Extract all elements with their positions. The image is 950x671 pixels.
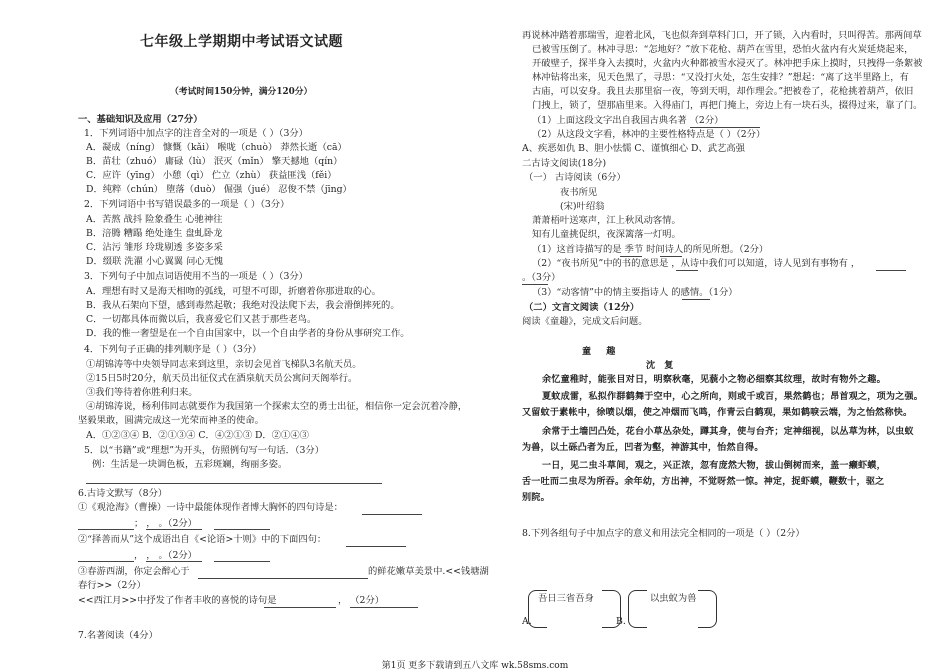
poem-q1: （1）这首诗描写的是 季节 时间诗人的所见所想。（2分） xyxy=(532,244,769,255)
q1-option-c: C．应许（yīng） 小憩（qì） 伫立（zhù） 获益匪浅（fěi） xyxy=(86,170,337,181)
q6-2-blank-d xyxy=(214,561,270,562)
subsection-poem: （一） 古诗阅读（6分） xyxy=(524,172,626,183)
q6-2-blank-a xyxy=(346,546,406,547)
q3-option-c: C．一切都具体而微以后，我喜爱它们又甚于那些老鸟。 xyxy=(86,314,317,325)
essay-para-2b: 又留蚊于素帐中，徐喷以烟，使之冲烟而飞鸣，作青云白鹤观，果如鹤唳云端，为之怡然称快。 xyxy=(522,407,913,418)
q4-sentence-4: ④胡锦涛说，杨利伟同志就要作为我国第一个探索太空的勇士出征，相信你一定会沉着冷静， xyxy=(86,401,468,412)
q4-sentence-2: ②15日5时20分，航天员出征仪式在酒泉航天员公寓问天阁举行。 xyxy=(86,373,358,384)
q2-option-a: A．苦熬 战抖 险象叠生 心驰神往 xyxy=(86,214,223,225)
q6-item-2: ②“择善而从”这个成语出自《<论语>十则》中的下面四句： xyxy=(78,534,327,545)
q6-item-3-end: 春行>>（2分） xyxy=(78,580,146,591)
poem-q1-blank-b xyxy=(660,256,682,257)
q5-example: 例：生活是一块调色板，五彩斑斓，绚丽多姿。 xyxy=(92,459,288,470)
essay-para-3b: 为兽，以土砾凸者为丘，凹者为壑，神游其中，怡然自得。 xyxy=(522,442,764,453)
q4-sentence-4-cont: 坚毅果敢，圆满完成这一光荣而神圣的使命。 xyxy=(78,415,264,426)
reading-q2-options: A、疾恶如仇 B、胆小怯懦 C、谨慎细心 D、武艺高强 xyxy=(522,143,745,154)
question-8: 8.下列各组句子中加点字的意义和用法完全相同的一项是（ ）（2分） xyxy=(522,528,805,539)
section-poetry-reading: 二古诗文阅读(18分) xyxy=(522,158,607,169)
q6-item-1-cont: ； ， 。（2分） xyxy=(134,518,197,529)
classical-intro: 阅读《童趣》，完成文后问题。 xyxy=(522,316,648,327)
q6-4-blank-b xyxy=(350,607,418,608)
question-5: 5．以“书籍”或“理想”为开头，仿照例句写一句话．（3分） xyxy=(84,445,325,456)
poem-q2-blank-a xyxy=(676,270,698,271)
q4-options: A．①②③④ B．②①③④ C．④②①③ D．②①④③ xyxy=(86,430,309,441)
passage-line-2: 已被雪压倒了。林冲寻思：“怎地好？”放下花枪、葫芦在雪里，恐怕火盆内有火炭延烧起来， xyxy=(532,44,914,55)
q6-1-blank-a xyxy=(362,514,422,515)
q2-option-d: D．缀联 洗濯 小心翼翼 问心无愧 xyxy=(86,256,224,267)
section-basic-knowledge: 一、基础知识及应用（27分） xyxy=(78,114,203,125)
poem-author: (宋)叶绍翁 xyxy=(560,201,605,212)
poem-line-2: 知有儿童挑促织，夜深篱落一灯明。 xyxy=(532,229,681,240)
q8-option-b-label: B. xyxy=(616,616,626,627)
poem-title: 夜书所见 xyxy=(560,187,598,198)
q6-item-4: <<西江月>>中抒发了作者丰收的喜悦的诗句是 xyxy=(78,595,277,606)
q3-option-b: B．我从石架向下望，感到毒然起敬；我绝对没法爬下去，我会滑倒摔死的。 xyxy=(86,300,400,311)
q8-row-1: 吾日三省吾身 xyxy=(538,593,594,604)
question-6: 6.古诗文默写（8分） xyxy=(78,488,168,499)
reading-q1: （1）上面这段文字出自我国古典名著 （2分） xyxy=(532,115,724,126)
poem-q2-cont: 。（3分） xyxy=(522,272,561,283)
q8-bracket-b-left xyxy=(628,590,647,628)
q6-1-blank-d xyxy=(214,529,270,530)
essay-para-3: 余常于土墙凹凸处，花台小草丛杂处，蹲其身，使与台齐；定神细视，以丛草为林，以虫蚁 xyxy=(542,426,914,437)
question-3: 3．下列句子中加点词语使用不当的一项是（ ）（3分） xyxy=(84,271,308,282)
q6-1-blank-c xyxy=(146,529,202,530)
question-1: 1．下列词语中加点字的注音全对的一项是（ ）（3分） xyxy=(84,128,308,139)
passage-line-5: 古庙，可以安身。我且去那里宿一夜，等到天明，却作理会。”把被卷了，花枪挑着葫芦，依旧 xyxy=(532,86,914,97)
q6-2-blank-c xyxy=(146,561,202,562)
q1-option-d: D．纯粹（chún） 堕落（duò） 倔强（jué） 忍俊不禁（jīng） xyxy=(86,184,352,195)
q2-option-c: C．沾污 雏形 玲珑剔透 多姿多采 xyxy=(86,242,223,253)
q6-item-1: ①《观沧海》（曹操）一诗中最能体现作者博大胸怀的四句诗是： xyxy=(78,502,343,513)
essay-title: 童 趣 xyxy=(582,346,622,357)
q6-item-4-cont: ， （2分） xyxy=(338,595,385,606)
q4-sentence-1: ①胡锦涛等中央领导同志来到这里，亲切会见首飞梯队3名航天员。 xyxy=(86,359,362,370)
passage-line-4: 林冲钻将出来，见天色黑了，寻思：“又没打火处，怎生安排？”想起：“离了这半里路上，有 xyxy=(532,72,909,83)
question-2: 2．下列词语中书写错误最多的一项是（ ）（3分） xyxy=(84,199,290,210)
essay-para-4c: 别院。 xyxy=(522,492,550,503)
q3-option-d: D．我的惟一奢望是在一个自由国家中，以一个自由学者的身份从事研究工作。 xyxy=(86,328,410,339)
q6-2-blank-b xyxy=(78,561,134,562)
q6-item-3-cont: 的鲜花嫩草美景中.<<钱塘湖 xyxy=(368,566,489,577)
essay-para-1: 余忆童稚时，能张目对日，明察秋毫，见藐小之物必细察其纹理，故时有物外之趣。 xyxy=(542,374,886,385)
exam-info: （考试时间150分钟，满分120分） xyxy=(170,87,313,97)
q6-3-blank xyxy=(198,578,368,579)
essay-para-4: 一日，见二虫斗草间，观之，兴正浓，忽有庞然大物，拔山倒树而来，盖一癞虾蟆， xyxy=(542,460,886,471)
reading-q1-blank xyxy=(690,127,760,128)
passage-line-6: 门拽上，锁了，望那庙里来。入得庙门，再把门掩上，旁边上有一块石头，掇得过来，靠了门。 xyxy=(532,100,923,111)
q6-1-blank-b xyxy=(78,529,134,530)
q8-option-a-label: A. xyxy=(522,616,532,627)
passage-line-1: 再说林冲踏着那瑞雪，迎着北风，飞也似奔到草料门口，开了锁，入内看时，只叫得苦。那两间草 xyxy=(522,30,922,41)
poem-q1-blank-a xyxy=(620,256,642,257)
essay-para-4b: 舌一吐而二虫尽为所吞。余年幼，方出神，不觉呀然一惊。神定，捉虾蟆，鞭数十，驱之 xyxy=(522,476,885,487)
question-7: 7.名著阅读（4分） xyxy=(78,630,158,641)
poem-q2-blank-c xyxy=(522,284,548,285)
poem-q2: （2）“夜书所见”中的书的意思是 ，从诗中我们可以知道，诗人见到有事物有 ， xyxy=(532,258,861,269)
q6-item-3: ③春游西湖，你定会醉心于 xyxy=(78,566,190,577)
poem-q3: （3）“动客情”中的情主要指诗人 的感情。（1分） xyxy=(532,287,738,298)
page-footer: 第1页 更多下载请到五八文库 wk.58sms.com xyxy=(381,661,569,671)
poem-q3-blank xyxy=(682,299,710,300)
q3-option-a: A．理想有时又是海天相吻的弧线，可望不可即，折磨着你那进取的心。 xyxy=(86,286,381,297)
essay-para-2: 夏蚊成雷，私拟作群鹤舞于空中，心之所向，则或千或百，果然鹤也；昂首观之，项为之强。 xyxy=(542,391,924,402)
q5-answer-line xyxy=(86,483,382,484)
poem-q2-blank-b xyxy=(876,270,906,271)
q8-row-2: 以虫蚁为兽 xyxy=(650,593,697,604)
q8-bracket-b-right xyxy=(698,590,717,628)
essay-author: 沈 复 xyxy=(646,360,677,371)
reading-q2: （2）从这段文字看，林冲的主要性格特点是（ ）（2分） xyxy=(532,129,766,140)
page-title: 七年级上学期期中考试语文试题 xyxy=(140,34,343,50)
q1-option-b: B．苗壮（zhuó） 庸碌（lù） 泯灭（mǐn） 擎天撼地（qín） xyxy=(86,156,343,167)
question-4: 4．下列句子正确的排列顺序是（ ）（3分） xyxy=(84,344,262,355)
q4-sentence-3: ③我们等待着你胜利归来。 xyxy=(86,387,198,398)
q6-item-2-cont: ， ， 。（2分） xyxy=(134,550,197,561)
q2-option-b: B．涪腾 糟蹋 绝处逢生 盘虬卧龙 xyxy=(86,228,223,239)
poem-line-1: 萧萧梧叶送寒声，江上秋风动客情。 xyxy=(532,215,681,226)
passage-line-3: 开破壁子，探半身入去摸时，火盆内火种都被雪水浸灭了。林冲把手床上摸时，只拽得一条絮被 xyxy=(532,58,923,69)
q6-4-blank-a xyxy=(264,607,336,608)
subsection-classical: （二）文言文阅读（12分） xyxy=(524,302,640,313)
q1-option-a: A．凝成（níng） 慷慨（kǎi） 喉咙（chuò） 莽然长逝（cā） xyxy=(86,142,347,153)
